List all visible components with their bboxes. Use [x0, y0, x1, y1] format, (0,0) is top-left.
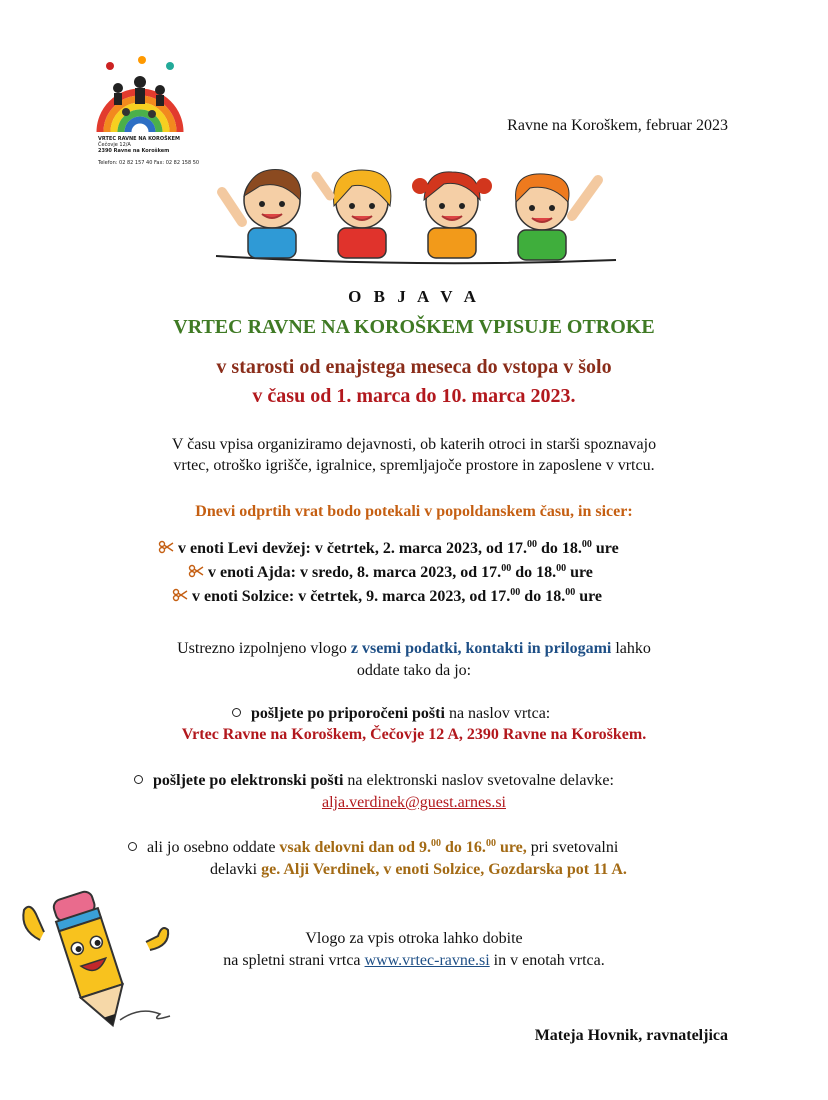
- signature: Mateja Hovnik, ravnateljica: [534, 1027, 728, 1044]
- logo-city: 2390 Ravne na Koroškem: [98, 148, 170, 154]
- waving-kids-illustration: [212, 156, 618, 282]
- open-day-item: [158, 540, 619, 558]
- open-day-end: ure: [591, 540, 619, 557]
- bullet-circle-icon: [134, 775, 143, 784]
- logo-street: Čečovje 12/A: [98, 142, 131, 148]
- open-day-to-sup: 00: [565, 587, 576, 598]
- logo-name: VRTEC RAVNE NA KOROŠKEM: [98, 136, 180, 142]
- bullet-pre: ali jo osebno oddate: [147, 839, 280, 856]
- open-day-item: [172, 588, 602, 606]
- open-day-from-sup: 00: [510, 587, 521, 598]
- open-day-text: v enoti Ajda: v sredo, 8. marca 2023, od 17.: [208, 564, 502, 581]
- open-day-text: v enoti Solzice: v četrtek, 9. marca 2023, od 17.: [192, 588, 511, 605]
- bullet-line2-pre: delavki: [210, 861, 262, 878]
- intro-line-1: V času vpisa organiziramo dejavnosti, ob katerih otroci in starši spoznavajo: [171, 436, 657, 453]
- headline-age: v starosti od enajstega meseca do vstopa v šolo: [216, 356, 612, 378]
- email-line: [0, 794, 828, 812]
- bullet-in-person-line-2: [210, 861, 627, 879]
- open-day-mid: do 18.: [536, 540, 582, 557]
- bullet-hours-sup: 00: [431, 838, 442, 849]
- date-line: Ravne na Koroškem, februar 2023: [507, 117, 728, 134]
- open-day-from-sup: 00: [526, 539, 537, 550]
- bullet-hours-start: vsak delovni dan od 9.: [279, 839, 432, 856]
- open-day-end: ure: [566, 564, 593, 581]
- app-line-pre: na spletni strani vrtca: [223, 952, 365, 969]
- bullet-in-person: [128, 839, 618, 857]
- website-link[interactable]: www.vrtec-ravne.si: [364, 952, 490, 969]
- bullet-rest: na elektronski naslov svetovalne delavke:: [343, 772, 614, 789]
- kindergarten-logo: [96, 52, 200, 182]
- bullet-bold: pošljete po elektronski pošti: [153, 772, 344, 789]
- open-day-mid: do 18.: [511, 564, 557, 581]
- open-day-end: ure: [575, 588, 603, 605]
- scissors-icon: [172, 588, 188, 602]
- bullet-post: pri svetovalni: [526, 839, 619, 856]
- bullet-line2-highlight: ge. Alji Verdinek, v enoti Solzice, Gozdarska pot 11 A.: [261, 861, 627, 878]
- bullet-circle-icon: [128, 842, 137, 851]
- form-line-pre: Ustrezno izpolnjeno vlogo: [177, 640, 351, 657]
- form-submission-line: [0, 638, 828, 659]
- open-day-item: [188, 564, 593, 582]
- logo-rainbow-icon: [96, 52, 184, 134]
- open-day-mid: do 18.: [520, 588, 566, 605]
- open-day-from-sup: 00: [501, 563, 512, 574]
- bullet-circle-icon: [232, 708, 241, 717]
- postal-address: Vrtec Ravne na Koroškem, Čečovje 12 A, 2390 Ravne na Koroškem.: [181, 726, 647, 743]
- email-link[interactable]: alja.verdinek@guest.arnes.si: [321, 794, 506, 811]
- bullet-registered-mail: [232, 705, 550, 723]
- form-line-highlight: z vsemi podatki, kontakti in prilogami: [350, 640, 612, 657]
- intro-line-2: vrtec, otroško igrišče, igralnice, spremljajoče prostore in zaposlene v vrtcu.: [173, 457, 655, 474]
- bullet-hours-sup: 00: [485, 838, 496, 849]
- application-info-line-1: Vlogo za vpis otroka lahko dobite: [305, 930, 523, 947]
- open-day-text: v enoti Levi devžej: v četrtek, 2. marca 2023, od 17.: [178, 540, 527, 557]
- bullet-hours-end: ure,: [495, 839, 527, 856]
- logo-phone: Telefon: 02 82 157 40 Fax: 02 82 158 50: [98, 160, 200, 166]
- scissors-icon: [158, 540, 174, 554]
- headline-period: v času od 1. marca do 10. marca 2023.: [252, 385, 576, 407]
- scissors-icon: [188, 564, 204, 578]
- form-line-post: lahko: [611, 640, 651, 657]
- open-day-to-sup: 00: [581, 539, 592, 550]
- form-submission-line-2: oddate tako da jo:: [356, 662, 472, 679]
- bullet-email: [134, 772, 614, 790]
- bullet-rest: na naslov vrtca:: [444, 705, 551, 722]
- headline-enrolment: VRTEC RAVNE NA KOROŠKEM VPISUJE OTROKE: [173, 316, 655, 338]
- pencil-mascot-illustration: [10, 880, 190, 1040]
- app-line-post: in v enotah vrtca.: [489, 952, 605, 969]
- bullet-hours-mid: do 16.: [441, 839, 486, 856]
- open-days-heading: Dnevi odprtih vrat bodo potekali v popoldanskem času, in sicer:: [195, 503, 633, 520]
- bullet-bold: pošljete po priporočeni pošti: [251, 705, 445, 722]
- intro-paragraph: [0, 434, 828, 476]
- open-day-to-sup: 00: [556, 563, 567, 574]
- page-title: O B J A V A: [348, 287, 480, 306]
